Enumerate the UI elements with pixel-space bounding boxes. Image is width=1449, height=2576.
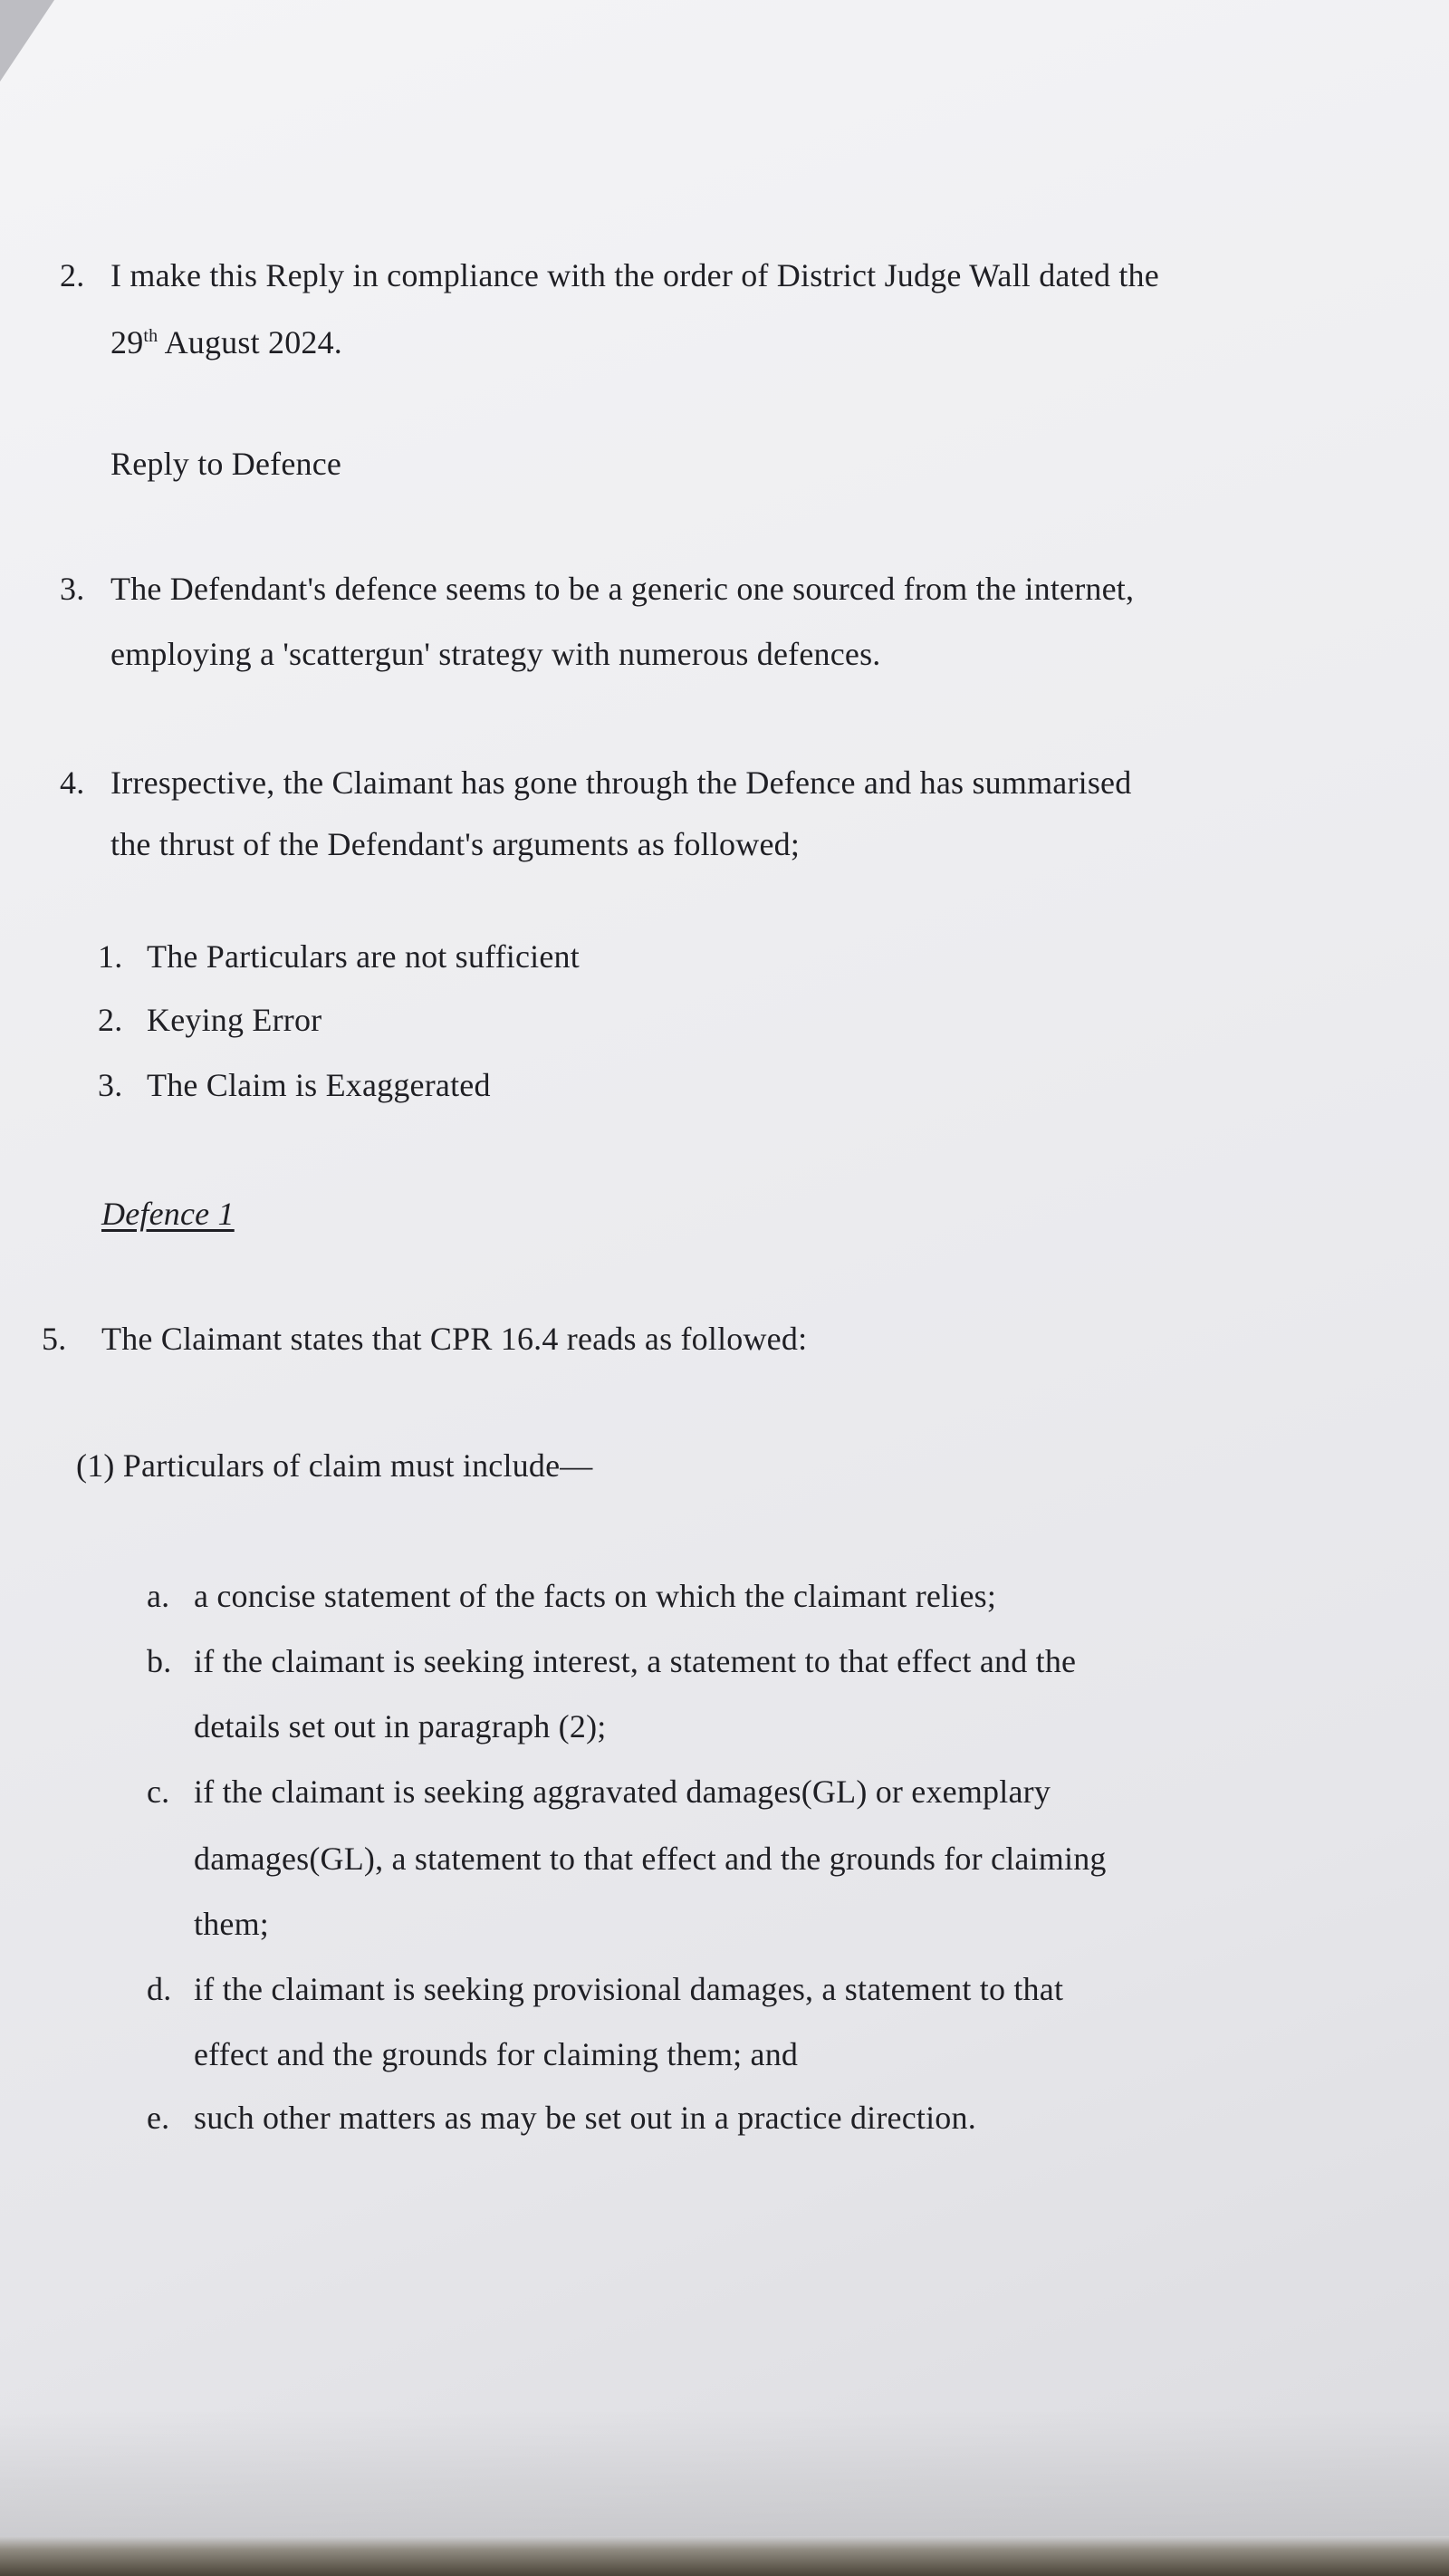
argument-number: 3. xyxy=(98,1067,123,1103)
para2-line1: I make this Reply in compliance with the order of District Judge Wall dated the xyxy=(110,257,1159,293)
para5-text: The Claimant states that CPR 16.4 reads as followed: xyxy=(101,1321,808,1357)
cpr-item-line: if the claimant is seeking interest, a statement to that effect and the xyxy=(194,1643,1077,1679)
cpr-item-line: if the claimant is seeking aggravated damages(GL) or exemplary xyxy=(194,1773,1051,1810)
cpr-intro: (1) Particulars of claim must include— xyxy=(76,1447,593,1484)
para2-day-suffix: th xyxy=(143,326,158,346)
cpr-item-line: effect and the grounds for claiming them; and xyxy=(194,2036,799,2072)
cpr-item-line: a concise statement of the facts on which the claimant relies; xyxy=(194,1578,997,1614)
cpr-item-letter: e. xyxy=(147,2100,170,2136)
para3-line2: employing a 'scattergun' strategy with numerous defences. xyxy=(110,636,881,672)
para3-number: 3. xyxy=(60,571,85,607)
argument-text: The Claim is Exaggerated xyxy=(147,1067,491,1103)
folded-corner xyxy=(0,0,54,82)
para5-number: 5. xyxy=(42,1321,67,1357)
para2-date-rest: August 2024. xyxy=(158,324,342,360)
cpr-item-line: them; xyxy=(194,1906,269,1942)
cpr-item-letter: d. xyxy=(147,1971,172,2007)
cpr-item-line: details set out in paragraph (2); xyxy=(194,1708,607,1745)
cpr-item-line: such other matters as may be set out in a practice direction. xyxy=(194,2100,976,2136)
para4-line2: the thrust of the Defendant's arguments as followed; xyxy=(110,826,801,862)
cpr-item-line: damages(GL), a statement to that effect and the grounds for claiming xyxy=(194,1841,1107,1877)
argument-text: The Particulars are not sufficient xyxy=(147,938,580,975)
cpr-item-letter: a. xyxy=(147,1578,170,1614)
para3-line1: The Defendant's defence seems to be a generic one sourced from the internet, xyxy=(110,571,1135,607)
argument-number: 2. xyxy=(98,1002,123,1038)
para2-day: 29 xyxy=(110,324,144,360)
argument-number: 1. xyxy=(98,938,123,975)
para2-line2 xyxy=(110,322,342,362)
heading-reply-to-defence: Reply to Defence xyxy=(110,446,342,482)
argument-text: Keying Error xyxy=(147,1002,322,1038)
para4-number: 4. xyxy=(60,764,85,801)
cpr-item-letter: c. xyxy=(147,1773,170,1810)
heading-defence-1: Defence 1 xyxy=(101,1196,235,1232)
cpr-item-letter: b. xyxy=(147,1643,172,1679)
cpr-item-line: if the claimant is seeking provisional damages, a statement to that xyxy=(194,1971,1064,2007)
desk-surface xyxy=(0,2536,1449,2576)
para2-number: 2. xyxy=(60,257,85,293)
para4-line1: Irrespective, the Claimant has gone through the Defence and has summarised xyxy=(110,764,1132,801)
